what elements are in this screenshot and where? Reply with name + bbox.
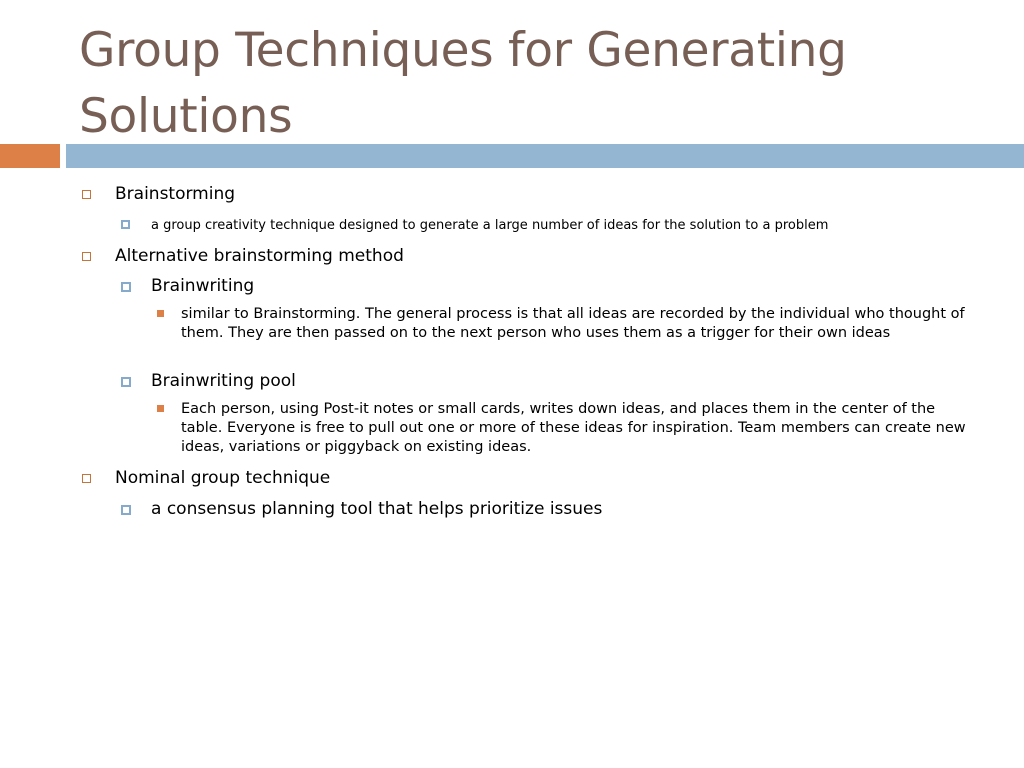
bullet-text: similar to Brainstorming. The general process is that all ideas are recorded by the individual who thought of them. They are then passed on to the next person who uses them as a trigger for their own ideas [181, 306, 965, 341]
slide-title: Group Techniques for Generating Solutions [79, 23, 847, 144]
bullet-nominal-group-definition [151, 498, 981, 520]
square-bullet-icon [121, 282, 131, 292]
bullet-text: Each person, using Post-it notes or small cards, writes down ideas, and places them in the center of the table. Everyone is free to pull out one or more of these ideas for inspiration. Team members can create new ideas, variations or piggyback on existing ideas. [181, 401, 966, 455]
square-bullet-icon [121, 505, 131, 515]
square-bullet-icon [82, 252, 91, 261]
bullet-brainstorming-definition [151, 216, 981, 236]
square-bullet-icon [82, 474, 91, 483]
square-bullet-icon [121, 377, 131, 387]
bullet-brainwriting-pool-description [181, 400, 976, 457]
bullet-nominal-group [115, 466, 975, 490]
bullet-text: Nominal group technique [115, 468, 331, 488]
bullet-brainwriting-pool [151, 370, 981, 392]
square-bullet-icon [82, 190, 91, 199]
filled-square-bullet-icon [157, 310, 164, 317]
bullet-text: a consensus planning tool that helps prioritize issues [151, 499, 603, 519]
bullet-text: Brainwriting [151, 276, 255, 296]
accent-bar-blue [66, 144, 1024, 168]
bullet-text: a group creativity technique designed to generate a large number of ideas for the solution to a problem [151, 218, 829, 233]
square-bullet-icon [121, 220, 130, 229]
filled-square-bullet-icon [157, 405, 164, 412]
bullet-text: Alternative brainstorming method [115, 246, 404, 266]
bullet-brainstorming [115, 182, 975, 206]
accent-bar-orange [0, 144, 60, 168]
bullet-brainwriting-description [181, 305, 976, 343]
bullet-alternative-method [115, 244, 975, 268]
bullet-text: Brainstorming [115, 184, 236, 204]
bullet-text: Brainwriting pool [151, 371, 296, 391]
bullet-brainwriting [151, 275, 981, 297]
